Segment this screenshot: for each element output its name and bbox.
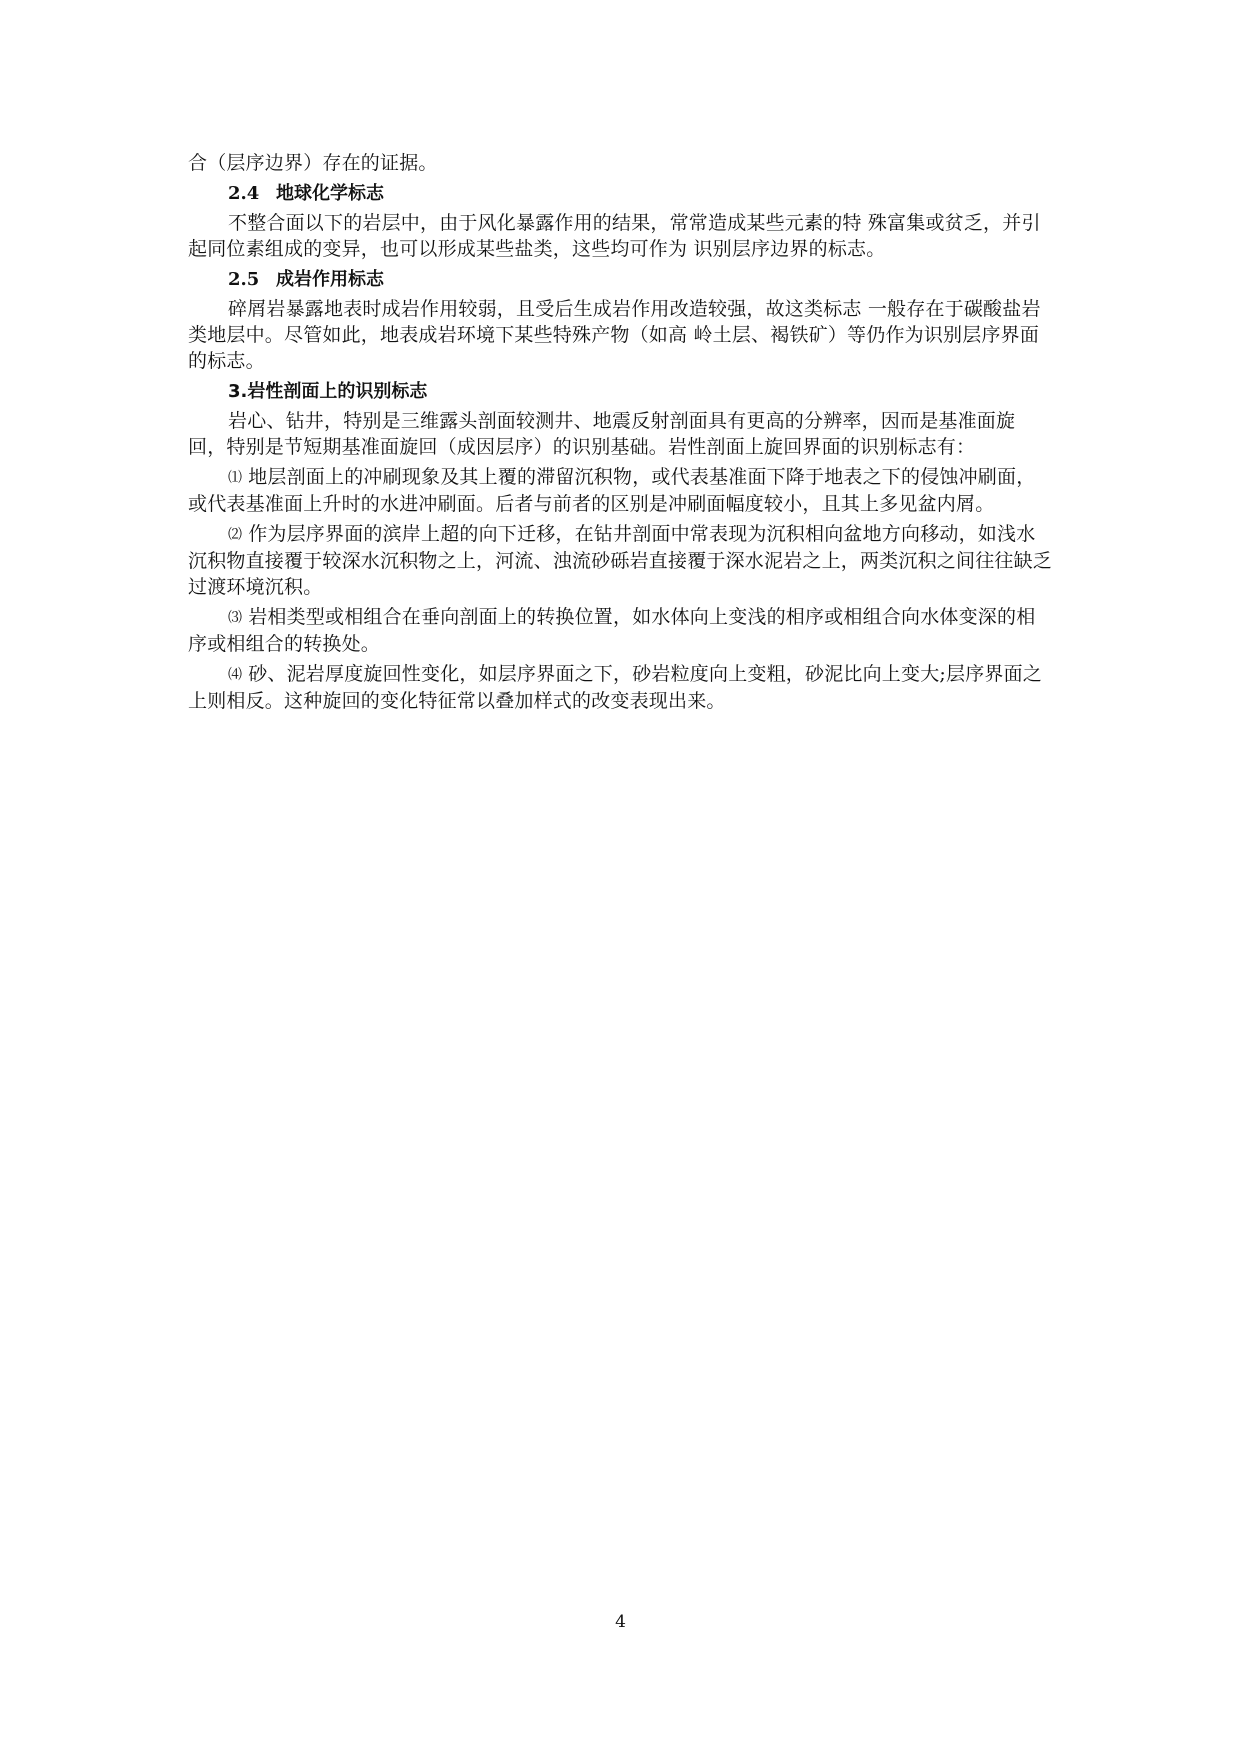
list-marker: ⑷ [228, 667, 243, 683]
section-heading-3 [228, 378, 1052, 406]
intro-paragraph: 合（层序边界）存在的证据。 [188, 152, 438, 174]
list-item [188, 604, 1052, 657]
section-title: 3.岩性剖面上的识别标志 [228, 381, 428, 402]
section-number: 2.5 [228, 269, 260, 290]
list-item-text: 作为层序界面的滨岸上超的向下迁移，在钻井剖面中常表现为沉积相向盆地方向移动，如浅水沉积物直接覆于较深水沉积物之上，河流、浊流砂砾岩直接覆于深水泥岩之上，两类沉积之间往往缺乏过渡环境沉积。 [188, 523, 1053, 598]
section-heading-2-5 [228, 266, 1052, 294]
list-marker: ⑴ [228, 470, 243, 486]
section-2-4-paragraph: 不整合面以下的岩层中，由于风化暴露作用的结果，常常造成某些元素的特 殊富集或贫乏，并引起同位素组成的变异，也可以形成某些盐类，这些均可作为 识别层序边界的标志。 [188, 212, 1041, 260]
section-3-paragraph: 岩心、钻井，特别是三维露头剖面较测井、地震反射剖面具有更高的分辨率，因而是基准面旋回，特别是节短期基准面旋回（成因层序）的识别基础。岩性剖面上旋回界面的识别标志有： [188, 410, 1016, 458]
section-title: 地球化学标志 [276, 183, 384, 204]
section-number: 2.4 [228, 183, 260, 204]
document-body [188, 150, 1052, 718]
section-title: 成岩作用标志 [276, 269, 384, 290]
list-marker: ⑶ [228, 610, 243, 626]
list-marker: ⑵ [228, 527, 243, 543]
list-item-text: 地层剖面上的冲刷现象及其上覆的滞留沉积物，或代表基准面下降于地表之下的侵蚀冲刷面，或代表基准面上升时的水进冲刷面。后者与前者的区别是冲刷面幅度较小，且其上多见盆内屑。 [188, 466, 1036, 515]
list-item [188, 521, 1052, 600]
list-item-text: 岩相类型或相组合在垂向剖面上的转换位置，如水体向上变浅的相序或相组合向水体变深的相序或相组合的转换处。 [188, 606, 1036, 655]
list-item-text: 砂、泥岩厚度旋回性变化，如层序界面之下，砂岩粒度向上变粗，砂泥比向上变大;层序界面之上则相反。这种旋回的变化特征常以叠加样式的改变表现出来。 [188, 663, 1043, 712]
section-2-5-paragraph: 碎屑岩暴露地表时成岩作用较弱，且受后生成岩作用改造较强，故这类标志 一般存在于碳酸盐岩类地层中。尽管如此，地表成岩环境下某些特殊产物（如高 岭土层、褐铁矿）等仍作为识别层序界面的标志。 [188, 298, 1041, 372]
list-item [188, 661, 1052, 714]
page-number: 4 [615, 1612, 626, 1632]
section-heading-2-4 [228, 180, 1052, 208]
list-item [188, 464, 1052, 517]
